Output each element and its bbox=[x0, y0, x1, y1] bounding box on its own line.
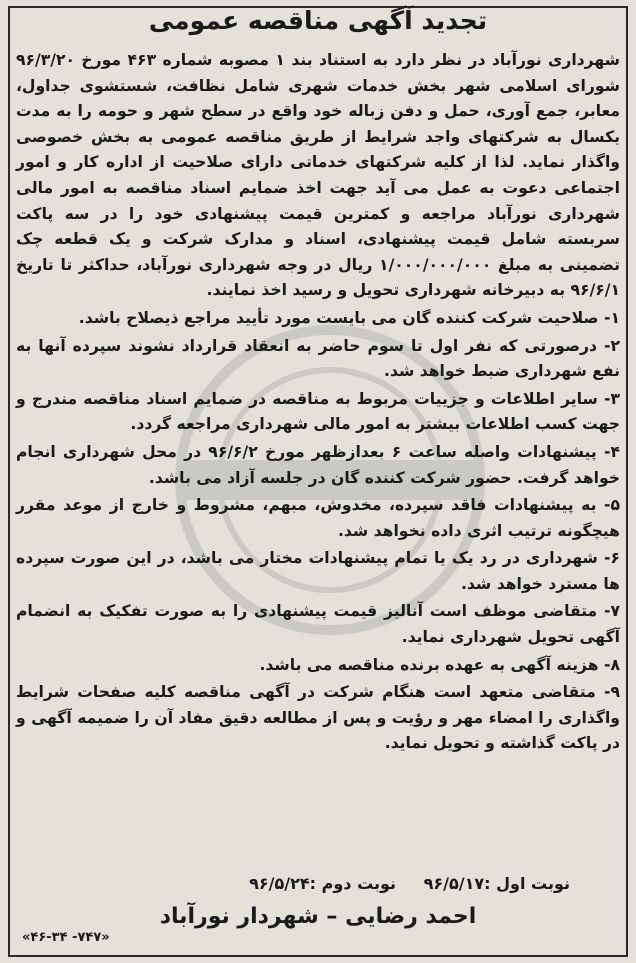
condition-item: ۵- به پیشنهادات فاقد سپرده، مخدوش، مبهم، مشروط و خارج از موعد مقرر هیچگونه ترتیب اثری داده نخواهد شد. bbox=[16, 496, 620, 540]
condition-item: ۶- شهرداری در رد یک یا تمام پیشنهادات مختار می باشد، در این صورت سپرده ها مسترد خواهد شد. bbox=[16, 549, 620, 593]
condition-item: ۳- سایر اطلاعات و جزییات مربوط به مناقصه در ضمایم اسناد مناقصه مندرج و جهت کسب اطلاعات بیشتر به امور مالی شهرداری مراجعه گردد. bbox=[16, 389, 620, 434]
publish-second: نوبت دوم :۹۶/۵/۲۴ bbox=[249, 874, 397, 893]
condition-item: ۷- متقاضی موظف است آنالیز قیمت پیشنهادی را به صورت تفکیک به انضمام آگهی تحویل شهرداری نماید. bbox=[16, 602, 620, 647]
condition-item: ۹- متقاضی متعهد است هنگام شرکت در آگهی مناقصه کلیه صفحات شرایط واگذاری را امضاء مهر و رؤیت و پس از مطالعه دقیق مفاد آن را ضمیمه آگهی و در پاکت گذاشته و تحویل نماید. bbox=[16, 683, 620, 753]
condition-item: ۱- صلاحیت شرکت کننده گان می بایست مورد تأیید مراجع ذیصلاح باشد. bbox=[78, 308, 620, 327]
publication-dates bbox=[227, 874, 570, 893]
publish-first: نوبت اول :۹۶/۵/۱۷ bbox=[423, 874, 570, 893]
signature: احمد رضایی – شهردار نورآباد bbox=[159, 904, 477, 929]
condition-item: ۴- پیشنهادات واصله ساعت ۶ بعدازظهر مورخ ۹۶/۶/۲ در محل شهرداری انجام خواهد گرفت. حضور شرکت کننده گان در جلسه آزاد می باشد. bbox=[16, 442, 620, 487]
notice-body bbox=[16, 48, 620, 759]
notice-code: «۴۶-۳۴ -۷۴۷» bbox=[22, 930, 110, 945]
notice-title: تجدید آگهی مناقصه عمومی bbox=[148, 6, 488, 35]
condition-item: ۲- درصورتی که نفر اول تا سوم حاضر به انعقاد قرارداد نشوند سپرده آنها به نفع شهرداری ضبط خواهد شد. bbox=[16, 336, 620, 381]
condition-item: ۸- هزینه آگهی به عهده برنده مناقصه می باشد. bbox=[259, 655, 620, 674]
notice-intro: شهرداری نورآباد در نظر دارد به استناد بند ۱ مصوبه شماره ۴۶۳ مورخ ۹۶/۳/۲۰ شورای اسلامی شهر بخش خدمات شهری شامل نظافت، شستشوی جداول، معابر، جمع آوری، حمل و دفن زباله خود واقع در سطح شهر و حومه را به مدت یکسال به شرکتهای واجد شرایط از طریق مناقصه عمومی به بخش خصوصی واگذار نماید. لذا از کلیه شرکتهای خدماتی دارای صلاحیت از اداره کار و امور اجتماعی دعوت به عمل می آید جهت اخذ ضمایم اسناد مناقصه به امور مالی شهرداری نورآباد مراجعه و کمترین قیمت پیشنهادی خود را در سه پاکت سربسته شامل قیمت پیشنهادی، اسناد و مدارک شرکت و یک قطعه چک تضمینی به مبلغ ۱/۰۰۰/۰۰۰/۰۰۰ ریال در وجه شهرداری نورآباد، حداکثر تا تاریخ ۹۶/۶/۱ به دبیرخانه شهرداری تحویل و رسید اخذ نمایند. bbox=[16, 51, 620, 300]
